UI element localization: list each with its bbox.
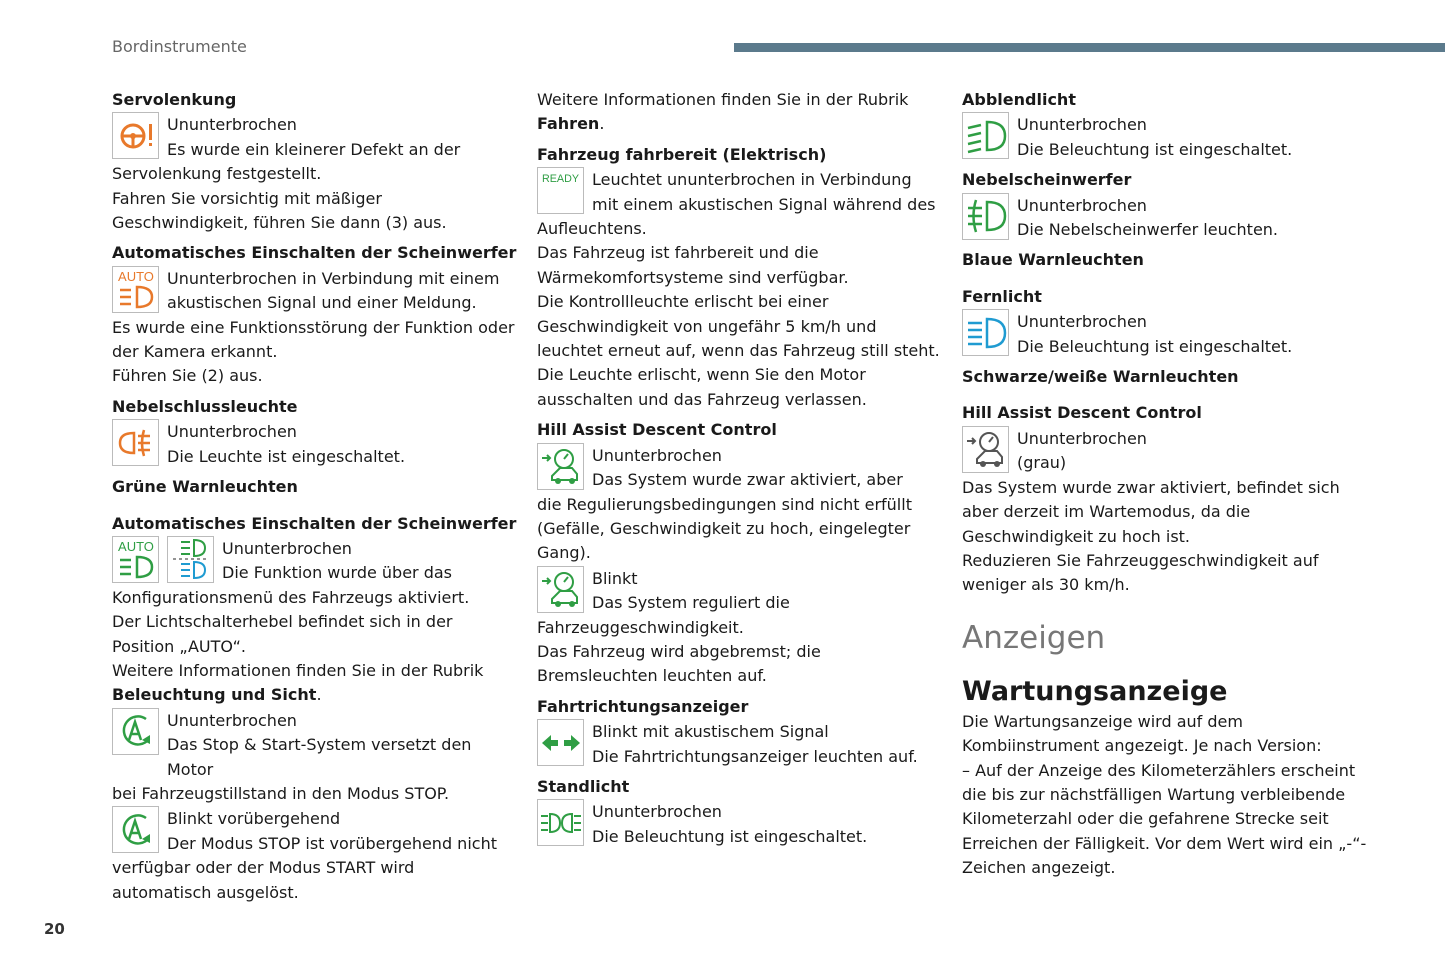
servo-row — [112, 112, 517, 162]
auto1-row — [112, 266, 517, 316]
servo-line-2: Es wurde ein kleinerer Defekt an der — [167, 139, 461, 159]
steering-warning-icon — [112, 112, 159, 159]
dipped-text — [1011, 112, 1292, 162]
ready-para-3: Die Leuchte erlischt, wenn Sie den Motor ausschalten und das Fahrzeug verlassen. — [537, 365, 867, 409]
turn-signal-icon — [537, 719, 584, 766]
auto2-row — [112, 536, 517, 586]
rearfog-line-2: Die Leuchte ist eingeschaltet. — [167, 446, 406, 466]
stop1-row — [112, 708, 517, 782]
auto2-ref-dot: . — [316, 685, 322, 705]
hadc-line-1: Ununterbrochen — [592, 445, 722, 465]
headlamp-switch-icon — [167, 536, 214, 583]
hadc-grey-para-1: Das System wurde zwar aktiviert, befindet sich aber derzeit im Wartemodus, da die Geschwindigkeit zu hoch ist. — [962, 477, 1340, 546]
fog-text — [1011, 193, 1278, 243]
heading-turn-signal: Fahrtrichtungsanzeiger — [537, 696, 749, 716]
hadc-rest: die Regulierungsbedingungen sind nicht erfüllt (Gefälle, Geschwindigkeit zu hoch, eingelegter Gang). — [537, 494, 912, 563]
main-row — [962, 309, 1367, 359]
hadc-blink-text — [586, 566, 790, 616]
hadc-grey-text — [1011, 426, 1147, 476]
auto-headlamp-green-icon — [112, 536, 159, 583]
ready-text — [586, 167, 936, 217]
rear-fog-light-icon — [112, 419, 159, 466]
servo-text — [161, 112, 460, 162]
subsection-title-wartung: Wartungsanzeige — [962, 675, 1228, 707]
heading-nebelschlussleuchte: Nebelschlussleuchte — [112, 396, 298, 416]
side-row — [537, 799, 942, 849]
heading-black-white-warnings: Schwarze/weiße Warnleuchten — [962, 367, 1239, 387]
hadc-blink-para: Das Fahrzeug wird abgebremst; die Bremsleuchten leuchten auf. — [537, 641, 821, 686]
heading-hadc-grey: Hill Assist Descent Control — [962, 403, 1202, 423]
running-header: Bordinstrumente — [112, 37, 247, 56]
stop2-line-2: Der Modus STOP ist vorübergehend nicht — [167, 833, 497, 853]
stop2-text — [161, 806, 497, 856]
page-number: 20 — [44, 920, 65, 938]
auto2-ref-link: Beleuchtung und Sicht — [112, 685, 317, 705]
stop2-line-1: Blinkt vorübergehend — [167, 809, 341, 829]
hadc-grey-line-1: Ununterbrochen — [1017, 428, 1147, 448]
rearfog-row — [112, 419, 517, 469]
hill-descent-icon — [537, 443, 584, 490]
heading-nebelscheinwerfer: Nebelscheinwerfer — [962, 170, 1132, 190]
hill-descent-grey-icon — [962, 426, 1009, 473]
fog-row — [962, 193, 1367, 243]
heading-auto-headlamps-1: Automatisches Einschalten der Scheinwerfer — [112, 243, 517, 263]
hadc-line-2: Das System wurde zwar aktiviert, aber — [592, 470, 903, 490]
auto1-para-2: Führen Sie (2) aus. — [112, 366, 263, 386]
rearfog-line-1: Ununterbrochen — [167, 422, 297, 442]
intro-ref-link: Fahren — [537, 114, 600, 134]
auto1-text — [161, 266, 499, 316]
column-1 — [112, 88, 517, 905]
rearfog-text — [161, 419, 405, 469]
heading-green-warnings: Grüne Warnleuchten — [112, 477, 298, 497]
ready-rest: Aufleuchtens. — [537, 219, 647, 239]
side-light-icon — [537, 799, 584, 846]
hadc-text — [586, 443, 903, 493]
header-bar — [734, 43, 1445, 52]
stop1-line-1: Ununterbrochen — [167, 710, 297, 730]
fog-line-1: Ununterbrochen — [1017, 195, 1147, 215]
heading-standlicht: Standlicht — [537, 776, 630, 796]
auto2-text — [216, 536, 452, 586]
ready-label: READY — [541, 173, 580, 186]
main-line-2: Die Beleuchtung ist eingeschaltet. — [1017, 336, 1293, 356]
main-beam-icon — [962, 309, 1009, 356]
dipped-beam-icon — [962, 112, 1009, 159]
heading-servolenkung: Servolenkung — [112, 90, 237, 109]
auto2-ref-text: Weitere Informationen finden Sie in der Rubrik — [112, 660, 484, 680]
stop2-row — [112, 806, 517, 856]
column-3 — [962, 88, 1367, 881]
main-text — [1011, 309, 1292, 359]
auto-label: AUTO — [117, 269, 154, 285]
fog-line-2: Die Nebelscheinwerfer leuchten. — [1017, 220, 1279, 240]
intro-ref — [537, 88, 942, 137]
auto2-line-1: Ununterbrochen — [222, 538, 352, 558]
side-text — [586, 799, 867, 849]
auto1-line-2: akustischen Signal und einer Meldung. — [167, 293, 477, 313]
dipped-row — [962, 112, 1367, 162]
stop1-rest: bei Fahrzeugstillstand in den Modus STOP. — [112, 783, 450, 803]
hadc-blink-row — [537, 566, 942, 616]
stop2-rest: verfügbar oder der Modus START wird automatisch ausgelöst. — [112, 858, 415, 902]
servo-para-2: Fahren Sie vorsichtig mit mäßiger Geschwindigkeit, führen Sie dann (3) aus. — [112, 188, 447, 233]
auto-headlamp-icon — [112, 266, 159, 313]
stop-start-icon — [112, 708, 159, 755]
wartung-para-2: – Auf der Anzeige des Kilometerzählers erscheint die bis zur nächstfälligen Wartung verbleibende Kilometerzahl oder die gefahrene Strecke seit Erreichen der Fälligkeit. Vor dem Wert wird ein „-“-Zeichen angezeigt. — [962, 760, 1367, 878]
ready-icon — [537, 167, 584, 214]
turn-text — [586, 719, 918, 769]
auto-green-label: AUTO — [117, 539, 154, 555]
servo-line-1: Ununterbrochen — [167, 115, 297, 135]
auto2-rest: Konfigurationsmenü des Fahrzeugs aktiviert. — [112, 587, 470, 607]
main-line-1: Ununterbrochen — [1017, 312, 1147, 332]
ready-para-2: Die Kontrollleuchte erlischt bei einer Geschwindigkeit von ungefähr 5 km/h und leuchtet erneut auf, wenn das Fahrzeug still steht. — [537, 292, 940, 361]
wartung-para-1: Die Wartungsanzeige wird auf dem Kombiinstrument angezeigt. Je nach Version: — [962, 711, 1322, 756]
turn-line-2: Die Fahrtrichtungsanzeiger leuchten auf. — [592, 746, 918, 766]
front-fog-light-icon — [962, 193, 1009, 240]
hadc-blink-line-1: Blinkt — [592, 568, 638, 588]
heading-abblendlicht: Abblendlicht — [962, 90, 1076, 109]
hadc-blink-line-2: Das System reguliert die — [592, 593, 790, 613]
auto2-para-2 — [112, 659, 517, 708]
auto2-para-1: Der Lichtschalterhebel befindet sich in der Position „AUTO“. — [112, 612, 453, 656]
stop1-text — [161, 708, 517, 782]
side-line-1: Ununterbrochen — [592, 802, 722, 822]
heading-ready: Fahrzeug fahrbereit (Elektrisch) — [537, 144, 827, 164]
hill-descent-icon — [537, 566, 584, 613]
auto2-line-2: Die Funktion wurde über das — [222, 563, 453, 583]
turn-line-1: Blinkt mit akustischem Signal — [592, 722, 829, 742]
hadc-grey-line-2: (grau) — [1017, 453, 1067, 473]
dipped-line-2: Die Beleuchtung ist eingeschaltet. — [1017, 139, 1293, 159]
side-line-2: Die Beleuchtung ist eingeschaltet. — [592, 826, 868, 846]
hadc-row — [537, 443, 942, 493]
auto1-line-1: Ununterbrochen in Verbindung mit einem — [167, 268, 500, 288]
heading-hadc: Hill Assist Descent Control — [537, 420, 777, 440]
stop1-line-2: Das Stop & Start-System versetzt den Motor — [167, 735, 472, 779]
intro-ref-dot: . — [599, 114, 605, 134]
ready-line-2: mit einem akustischen Signal während des — [592, 194, 936, 214]
heading-auto-headlamps-2: Automatisches Einschalten der Scheinwerfer — [112, 513, 517, 533]
auto1-para-1: Es wurde eine Funktionsstörung der Funktion oder der Kamera erkannt. — [112, 317, 515, 362]
intro-ref-text: Weitere Informationen finden Sie in der Rubrik — [537, 90, 909, 109]
ready-line-1: Leuchtet ununterbrochen in Verbindung — [592, 170, 912, 190]
stop-start-icon — [112, 806, 159, 853]
servo-rest: Servolenkung festgestellt. — [112, 164, 322, 184]
ready-para-1: Das Fahrzeug ist fahrbereit und die Wärmekomfortsysteme sind verfügbar. — [537, 243, 849, 287]
hadc-grey-para-2: Reduzieren Sie Fahrzeuggeschwindigkeit auf weniger als 30 km/h. — [962, 550, 1319, 595]
heading-blue-warnings: Blaue Warnleuchten — [962, 250, 1144, 270]
turn-row — [537, 719, 942, 769]
heading-fernlicht: Fernlicht — [962, 286, 1042, 306]
hadc-blink-rest: Fahrzeuggeschwindigkeit. — [537, 617, 744, 637]
dipped-line-1: Ununterbrochen — [1017, 115, 1147, 135]
hadc-grey-row — [962, 426, 1367, 476]
column-2 — [537, 88, 942, 849]
section-title-anzeigen: Anzeigen — [962, 619, 1106, 656]
ready-row — [537, 167, 942, 217]
